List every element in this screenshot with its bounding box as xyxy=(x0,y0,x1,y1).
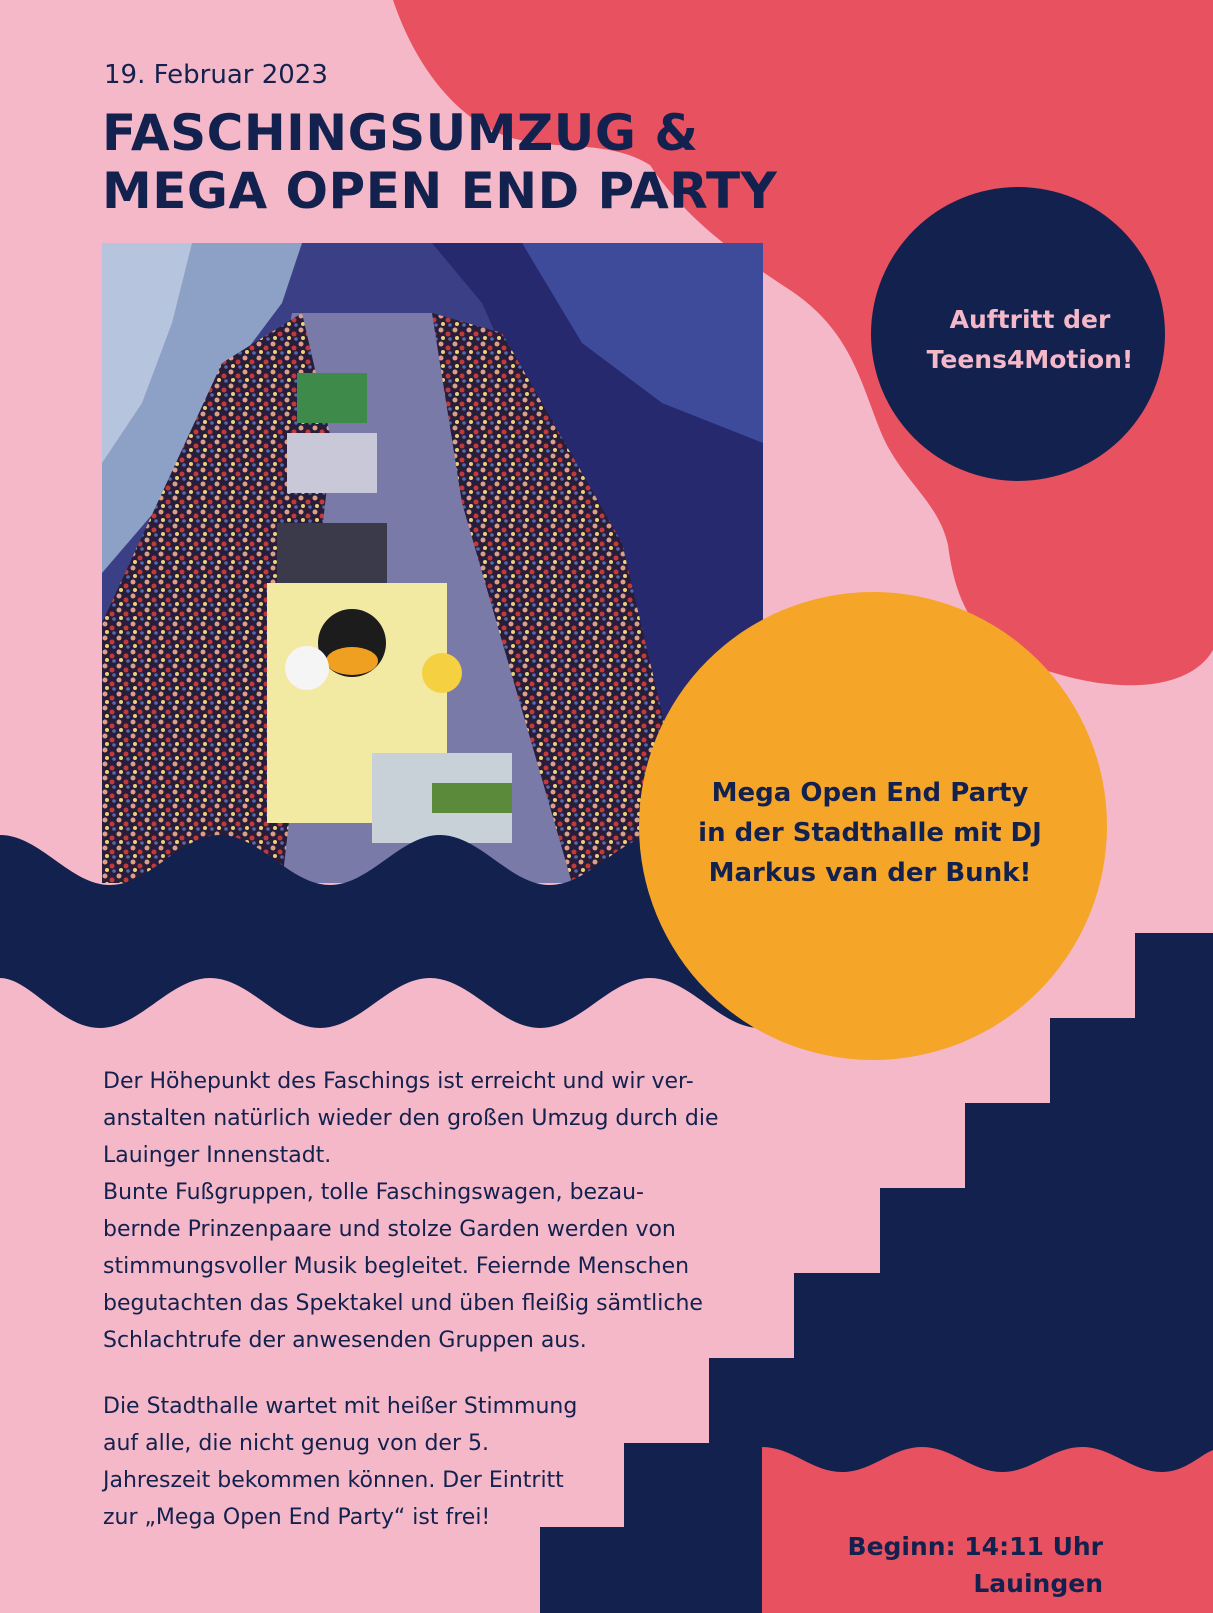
teens-bubble-text xyxy=(885,300,1175,380)
party-line-2: in der Stadthalle mit DJ xyxy=(698,818,1042,848)
party-bubble-text xyxy=(665,773,1075,893)
party-line-1: Mega Open End Party xyxy=(711,778,1029,808)
teens-line-1: Auftritt der xyxy=(949,305,1111,334)
text-line: anstalten natürlich wieder den großen Umzug durch die xyxy=(103,1106,719,1131)
event-date: 19. Februar 2023 xyxy=(104,60,328,90)
description-paragraph-1 xyxy=(103,1063,783,1359)
text-line: Der Höhepunkt des Faschings ist erreicht und wir ver- xyxy=(103,1069,694,1094)
party-line-3: Markus van der Bunk! xyxy=(708,858,1032,888)
teens-line-2: Teens4Motion! xyxy=(926,345,1134,374)
text-line: stimmungsvoller Musik begleitet. Feiernde Menschen xyxy=(103,1254,690,1279)
text-line: Lauinger Innenstadt. xyxy=(103,1143,332,1168)
event-footer xyxy=(848,1528,1103,1602)
text-line: auf alle, die nicht genug von der 5. xyxy=(103,1431,489,1456)
text-line: Die Stadthalle wartet mit heißer Stimmung xyxy=(103,1394,578,1419)
text-line: Schlachtrufe der anwesenden Gruppen aus. xyxy=(103,1328,587,1353)
text-line: Jahreszeit bekommen können. Der Eintritt xyxy=(103,1468,564,1493)
event-location: Lauingen xyxy=(973,1569,1103,1598)
text-line: begutachten das Spektakel und üben fleißig sämtliche xyxy=(103,1291,703,1316)
text-line: zur „Mega Open End Party“ ist frei! xyxy=(103,1505,491,1530)
event-title-line-2: MEGA OPEN END PARTY xyxy=(102,162,778,220)
text-line: bernde Prinzenpaare und stolze Garden werden von xyxy=(103,1217,676,1242)
description-paragraph-2 xyxy=(103,1388,593,1536)
event-title-line-1: FASCHINGSUMZUG & xyxy=(102,104,699,162)
start-time: Beginn: 14:11 Uhr xyxy=(847,1532,1103,1561)
text-line: Bunte Fußgruppen, tolle Faschingswagen, bezau- xyxy=(103,1180,644,1205)
